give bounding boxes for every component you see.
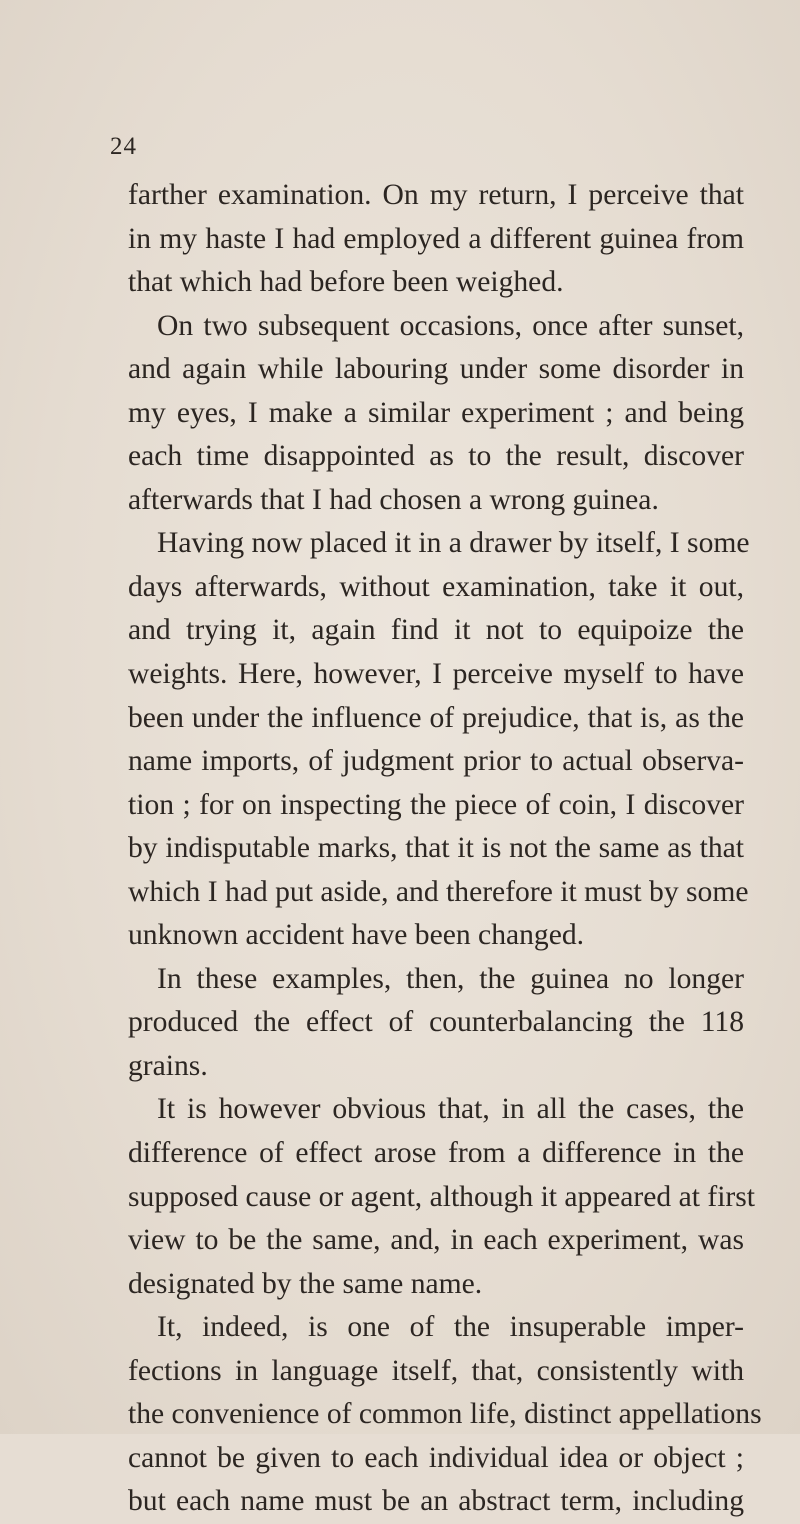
- text-line: and trying it, again find it not to equipoize the: [128, 614, 744, 647]
- text-line: farther examination. On my return, I perceive that: [128, 179, 744, 211]
- text-line: In these examples, then, the guinea no longer: [157, 962, 744, 995]
- text-line: which I had put aside, and therefore it must by some: [128, 875, 749, 908]
- text-line: by indisputable marks, that it is not the same as that: [128, 832, 744, 865]
- text-line: grains.: [128, 1049, 208, 1082]
- text-line: in my haste I had employed a different guinea from: [128, 222, 744, 255]
- text-line: that which had before been weighed.: [128, 266, 564, 299]
- text-line: been under the influence of prejudice, that is, as the: [128, 701, 744, 734]
- text-line: view to be the same, and, in each experiment, was: [128, 1224, 744, 1257]
- text-line: the convenience of common life, distinct appellations: [128, 1398, 762, 1431]
- text-line: cannot be given to each individual idea or object ;: [128, 1441, 744, 1474]
- text-line: my eyes, I make a similar experiment ; and being: [128, 396, 744, 429]
- body-text: [128, 174, 762, 1524]
- text-line: difference of effect arose from a difference in the: [128, 1137, 744, 1170]
- text-line: each time disappointed as to the result, discover: [128, 440, 744, 473]
- text-line: On two subsequent occasions, once after sunset,: [157, 309, 744, 342]
- text-line: weights. Here, however, I perceive myself to have: [128, 658, 744, 691]
- text-line: name imports, of judgment prior to actual observa-: [128, 745, 744, 778]
- text-line: produced the effect of counterbalancing the 118: [128, 1006, 744, 1039]
- text-line: and again while labouring under some disorder in: [128, 353, 744, 386]
- text-line: supposed cause or agent, although it appeared at first: [128, 1180, 756, 1213]
- page-number: 24: [110, 133, 137, 160]
- text-line: It is however obvious that, in all the cases, the: [157, 1093, 744, 1126]
- text-line: but each name must be an abstract term, including: [128, 1485, 744, 1518]
- text-line: designated by the same name.: [128, 1267, 483, 1300]
- text-line: afterwards that I had chosen a wrong guinea.: [128, 483, 659, 516]
- text-line: fections in language itself, that, consistently with: [128, 1354, 744, 1387]
- text-line: Having now placed it in a drawer by itself, I some: [157, 527, 750, 560]
- text-line: days afterwards, without examination, take it out,: [128, 570, 744, 603]
- text-line: It, indeed, is one of the insuperable imper-: [157, 1311, 744, 1344]
- text-line: tion ; for on inspecting the piece of coin, I discover: [128, 788, 744, 821]
- text-line: unknown accident have been changed.: [128, 919, 585, 952]
